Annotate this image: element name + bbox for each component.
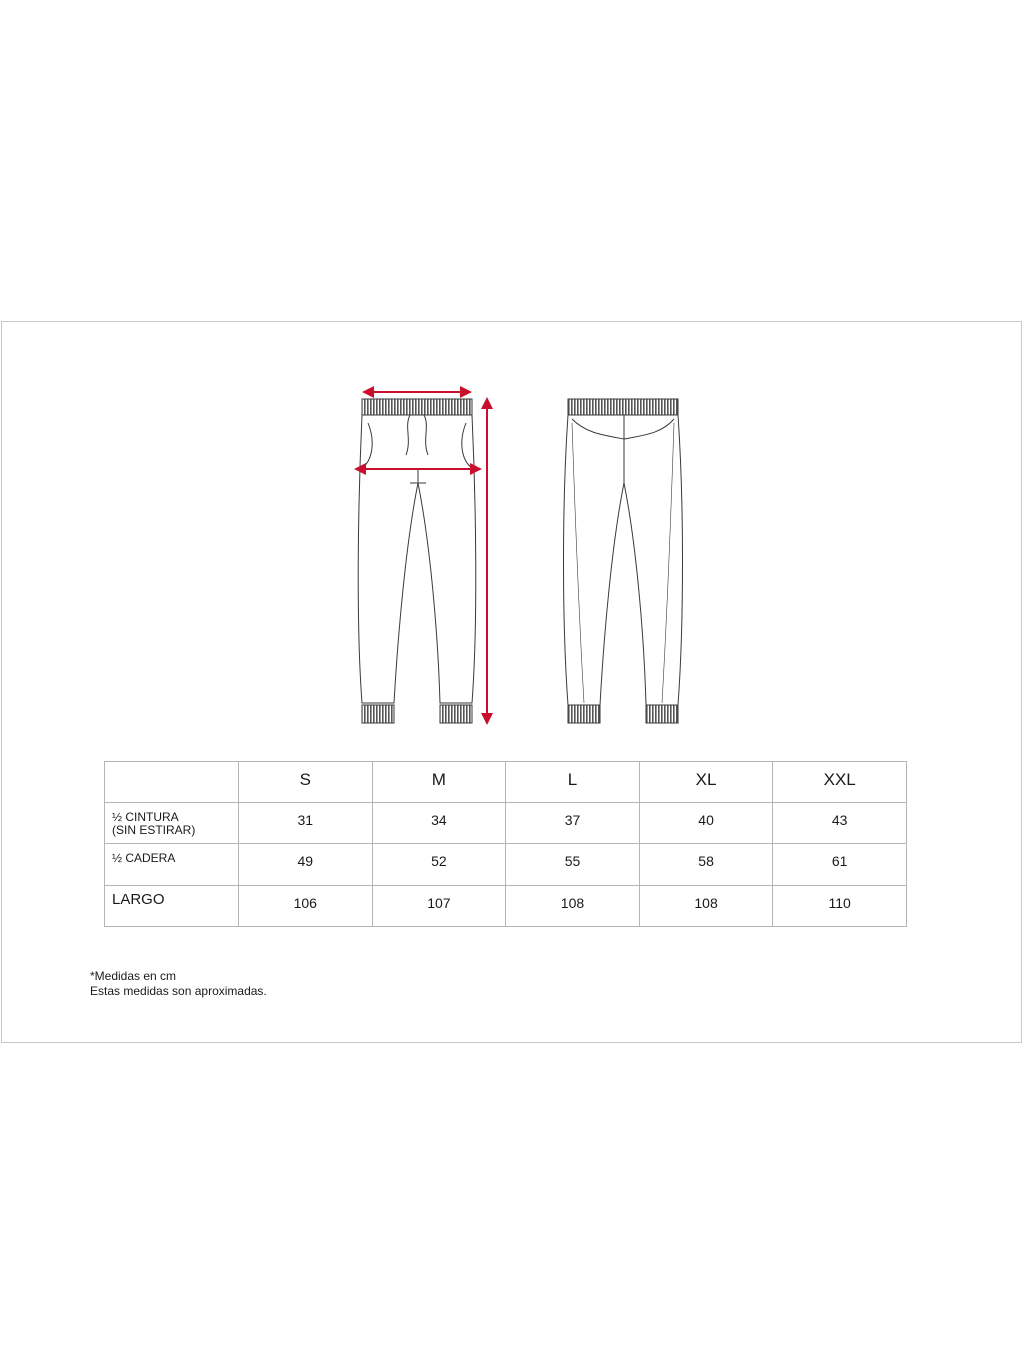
front-left-cuff bbox=[362, 705, 394, 723]
table-cell: 40 bbox=[639, 803, 773, 844]
table-cell: 106 bbox=[239, 885, 373, 926]
table-row bbox=[105, 844, 907, 885]
pants-back-view bbox=[564, 399, 683, 723]
size-table bbox=[104, 761, 907, 927]
table-cell: 43 bbox=[773, 803, 907, 844]
note-approximate: Estas medidas son aproximadas. bbox=[90, 984, 267, 998]
size-header-m: M bbox=[372, 762, 506, 803]
row-label-line: ½ CADERA bbox=[112, 851, 176, 866]
table-cell: 108 bbox=[639, 885, 773, 926]
size-header-row bbox=[105, 762, 907, 803]
table-cell: 107 bbox=[372, 885, 506, 926]
table-cell: 37 bbox=[506, 803, 640, 844]
table-cell: 110 bbox=[773, 885, 907, 926]
corner-cell bbox=[105, 762, 239, 803]
table-cell: 108 bbox=[506, 885, 640, 926]
measurement-notes bbox=[90, 969, 267, 999]
back-right-cuff bbox=[646, 705, 678, 723]
row-label-length bbox=[105, 885, 239, 926]
note-units: *Medidas en cm bbox=[90, 969, 177, 983]
pants-technical-drawings bbox=[340, 383, 700, 733]
front-waistband bbox=[362, 399, 472, 415]
row-label-line: (SIN ESTIRAR) bbox=[112, 823, 196, 837]
size-header-s: S bbox=[239, 762, 373, 803]
back-waistband bbox=[568, 399, 678, 415]
front-right-cuff bbox=[440, 705, 472, 723]
table-row bbox=[105, 885, 907, 926]
table-cell: 34 bbox=[372, 803, 506, 844]
table-cell: 52 bbox=[372, 844, 506, 885]
size-header-xxl: XXL bbox=[773, 762, 907, 803]
table-cell: 49 bbox=[239, 844, 373, 885]
back-left-cuff bbox=[568, 705, 600, 723]
row-label-hip bbox=[105, 844, 239, 885]
table-cell: 31 bbox=[239, 803, 373, 844]
size-header-l: L bbox=[506, 762, 640, 803]
table-cell: 61 bbox=[773, 844, 907, 885]
size-header-xl: XL bbox=[639, 762, 773, 803]
pants-front-view bbox=[358, 399, 476, 723]
table-row bbox=[105, 803, 907, 844]
measurement-arrows bbox=[360, 392, 487, 719]
row-label-line: ½ CINTURA bbox=[112, 810, 179, 824]
row-label-waist bbox=[105, 803, 239, 844]
table-cell: 58 bbox=[639, 844, 773, 885]
row-label-line: LARGO bbox=[112, 890, 165, 908]
table-cell: 55 bbox=[506, 844, 640, 885]
